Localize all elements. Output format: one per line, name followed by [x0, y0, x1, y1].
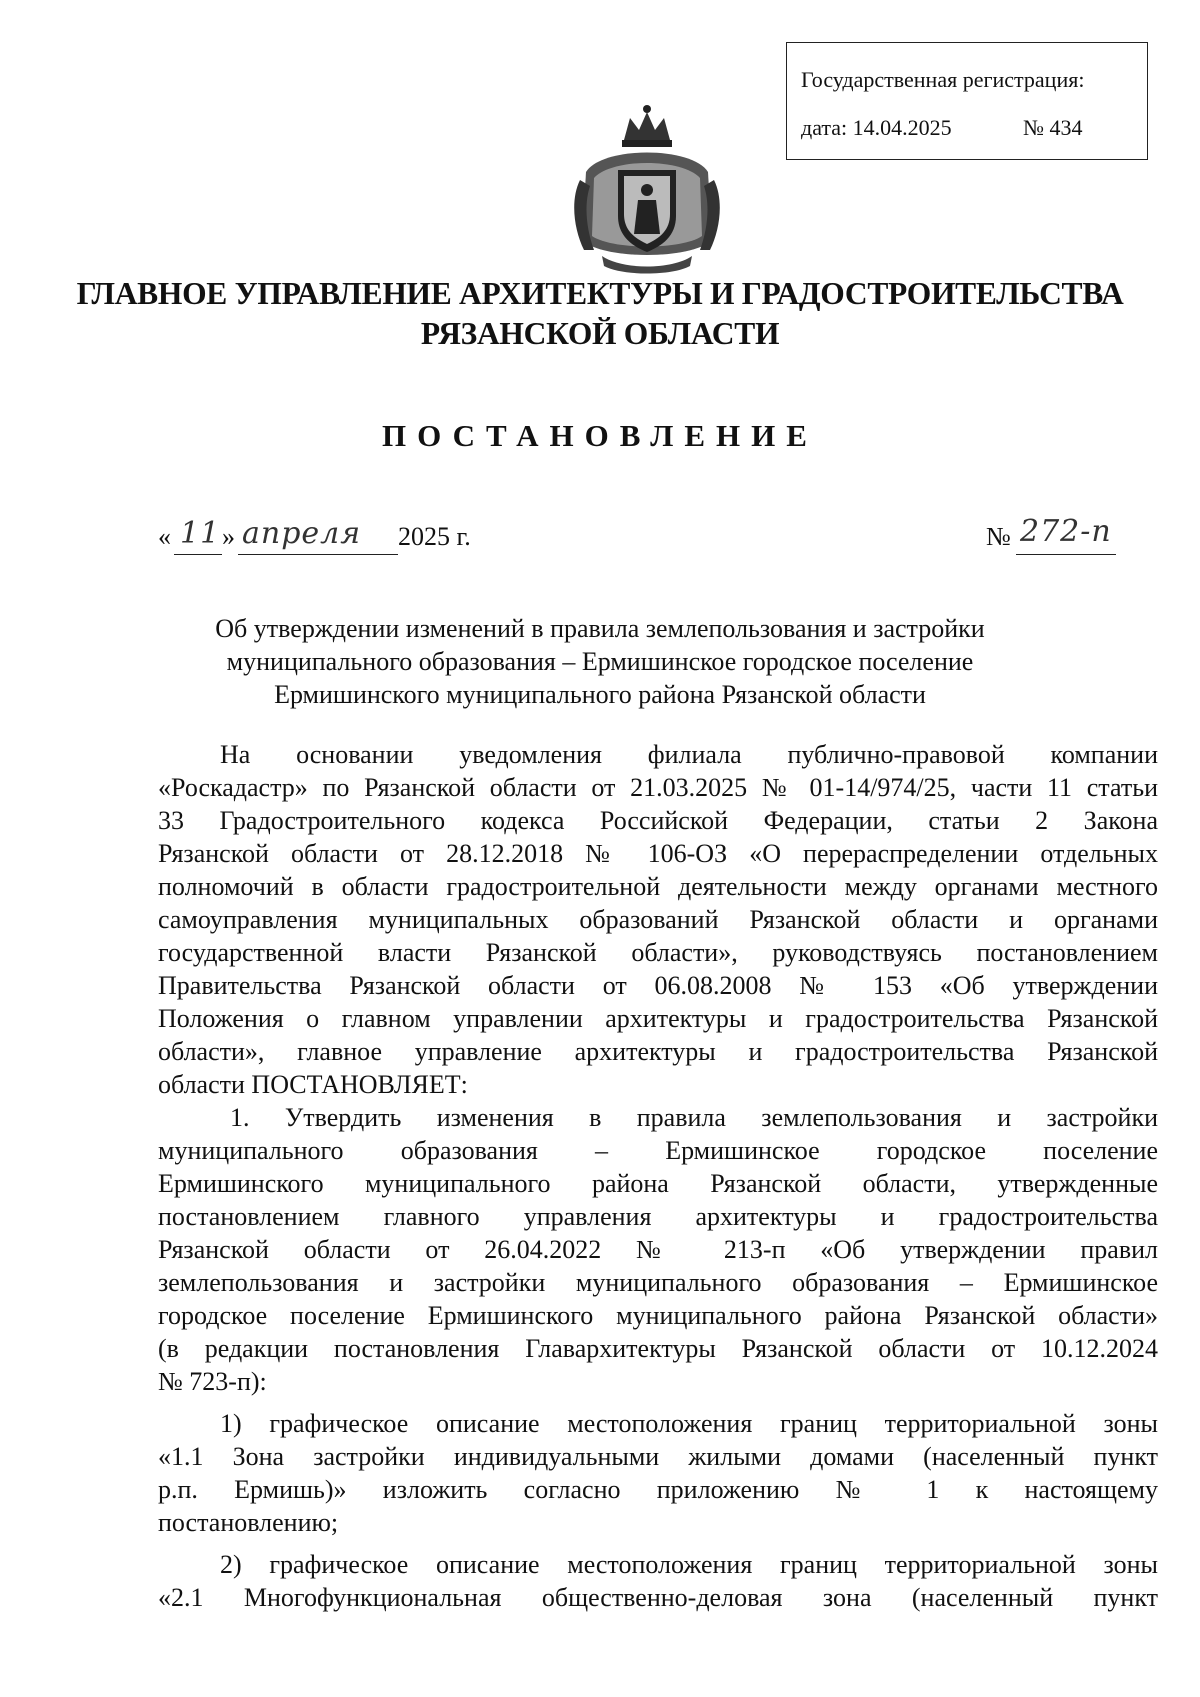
- close-quote: »: [222, 522, 235, 551]
- body-line: 1. Утвердить изменения в правила землепользования и застройки: [230, 1103, 1158, 1132]
- body-line: муниципального образования – Ермишинское городское поселение: [158, 1136, 1158, 1165]
- organization-title-line1: ГЛАВНОЕ УПРАВЛЕНИЕ АРХИТЕКТУРЫ И ГРАДОСТРОИТЕЛЬСТВА: [76, 276, 1124, 311]
- body-line: области ПОСТАНОВЛЯЕТ:: [158, 1070, 468, 1099]
- body-line: полномочий в области градостроительной деятельности между органами местного: [158, 872, 1158, 901]
- registration-title: Государственная регистрация:: [801, 67, 1085, 92]
- handwritten-month: апреля: [242, 516, 362, 551]
- body-line: Ермишинского муниципального района Рязанской области, утвержденные: [158, 1169, 1158, 1198]
- body-line: (в редакции постановления Главархитектуры Рязанской области от 10.12.2024: [158, 1334, 1158, 1363]
- number-underline: [1016, 554, 1116, 555]
- body-line: 1) графическое описание местоположения границ территориальной зоны: [220, 1409, 1158, 1438]
- registration-number: № 434: [1023, 115, 1083, 140]
- body-line: государственной власти Рязанской области», руководствуясь постановлением: [158, 938, 1158, 967]
- registration-stamp: [786, 42, 1148, 160]
- year-text: 2025 г.: [398, 522, 471, 551]
- body-line: области», главное управление архитектуры и градостроительства Рязанской: [158, 1037, 1158, 1066]
- subject-line: муниципального образования – Ермишинское городское поселение: [226, 647, 974, 676]
- body-line: Правительства Рязанской области от 06.08.2008 № 153 «Об утверждении: [158, 971, 1158, 1000]
- body-line: р.п. Ермишь)» изложить согласно приложению № 1 к настоящему: [158, 1475, 1158, 1504]
- body-line: «Роскадастр» по Рязанской области от 21.03.2025 № 01-14/974/25, части 11 статьи: [158, 773, 1158, 802]
- handwritten-number: 272-п: [1020, 514, 1112, 549]
- document-type: ПОСТАНОВЛЕНИЕ: [382, 418, 818, 453]
- body-line: самоуправления муниципальных образований Рязанской области и органами: [158, 905, 1158, 934]
- body-line: Положения о главном управлении архитектуры и градостроительства Рязанской: [158, 1004, 1158, 1033]
- coat-of-arms-icon: [572, 100, 722, 278]
- registration-date: дата: 14.04.2025: [801, 115, 952, 140]
- body-line: Рязанской области от 28.12.2018 № 106-ОЗ «О перераспределении отдельных: [158, 839, 1158, 868]
- body-line: На основании уведомления филиала публично-правовой компании: [220, 740, 1158, 769]
- body-line: «2.1 Многофункциональная общественно-деловая зона (населенный пункт: [158, 1583, 1158, 1612]
- body-line: постановлению;: [158, 1508, 339, 1537]
- body-line: № 723-п):: [158, 1367, 267, 1396]
- date-number-line: [158, 514, 1112, 558]
- body-line: «1.1 Зона застройки индивидуальными жилыми домами (населенный пункт: [158, 1442, 1158, 1471]
- body-line: 33 Градостроительного кодекса Российской Федерации, статьи 2 Закона: [158, 806, 1158, 835]
- number-prefix: №: [986, 522, 1011, 551]
- handwritten-day: 11: [180, 516, 221, 551]
- document-subject: [130, 612, 1070, 711]
- subject-line: Об утверждении изменений в правила землепользования и застройки: [215, 614, 985, 643]
- month-underline: [238, 554, 398, 555]
- body-line: землепользования и застройки муниципального образования – Ермишинское: [158, 1268, 1158, 1297]
- body-line: городское поселение Ермишинского муниципального района Рязанской области»: [158, 1301, 1158, 1330]
- day-underline: [174, 554, 222, 555]
- organization-title: [0, 274, 1200, 354]
- body-line: постановлением главного управления архитектуры и градостроительства: [158, 1202, 1158, 1231]
- subject-line: Ермишинского муниципального района Рязанской области: [274, 680, 926, 709]
- body-line: Рязанской области от 26.04.2022 № 213-п «Об утверждении правил: [158, 1235, 1158, 1264]
- document-body: [158, 738, 1158, 1614]
- organization-title-line2: РЯЗАНСКОЙ ОБЛАСТИ: [420, 316, 780, 351]
- open-quote: «: [158, 522, 171, 551]
- body-line: 2) графическое описание местоположения границ территориальной зоны: [220, 1550, 1158, 1579]
